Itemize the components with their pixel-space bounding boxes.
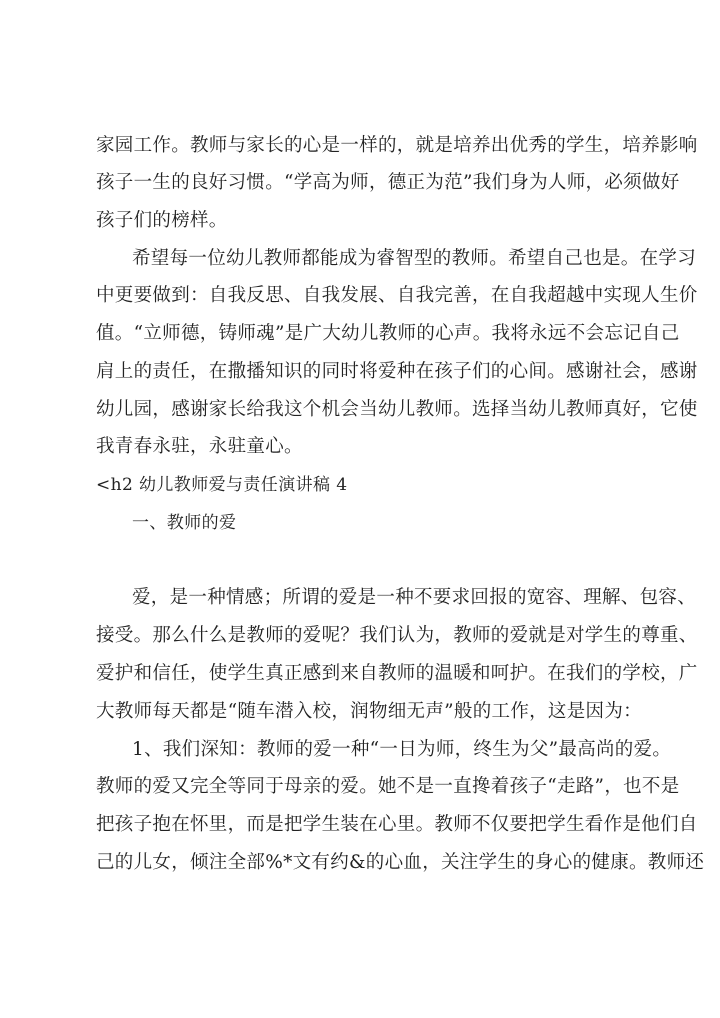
section-heading: <h2 幼儿教师爱与责任演讲稿 4 — [96, 475, 348, 495]
paragraph-line: 爱，是一种情感；所谓的爱是一种不要求回报的宽容、理解、包容、 — [132, 587, 697, 608]
paragraph-line: 中更要做到：自我反思、自我发展、自我完善，在自我超越中实现人生价 — [96, 285, 698, 306]
paragraph-line: 教师的爱又完全等同于母亲的爱。她不是一直搀着孩子“走路”，也不是 — [96, 776, 680, 797]
paragraph-line: 接受。那么什么是教师的爱呢？我们认为，教师的爱就是对学生的尊重、 — [96, 625, 698, 646]
paragraph-line: 值。“立师德，铸师魂”是广大幼儿教师的心声。我将永远不会忘记自己 — [96, 323, 680, 344]
paragraph-line: 孩子一生的良好习惯。“学高为师，德正为范”我们身为人师，必须做好 — [96, 172, 680, 193]
paragraph-line: 希望每一位幼儿教师都能成为睿智型的教师。希望自己也是。在学习 — [132, 248, 697, 269]
paragraph-line: 幼儿园，感谢家长给我这个机会当幼儿教师。选择当幼儿教师真好，它使 — [96, 399, 698, 420]
paragraph-line: 1、我们深知：教师的爱一种“一日为师，终生为父”最高尚的爱。 — [132, 739, 672, 760]
section-title: 一、教师的爱 — [132, 513, 237, 533]
paragraph-line: 孩子们的榜样。 — [96, 210, 228, 231]
paragraph-line: 我青春永驻，永驻童心。 — [96, 436, 303, 457]
paragraph-line: 己的儿女，倾注全部%*文有约&的心血，关注学生的身心的健康。教师还 — [96, 852, 705, 873]
paragraph-line: 家园工作。教师与家长的心是一样的，就是培养出优秀的学生，培养影响 — [96, 135, 698, 156]
paragraph-line: 把孩子抱在怀里，而是把学生装在心里。教师不仅要把学生看作是他们自 — [96, 814, 698, 835]
paragraph-line: 肩上的责任，在撒播知识的同时将爱种在孩子们的心间。感谢社会，感谢 — [96, 361, 698, 382]
paragraph-line: 大教师每天都是“随车潜入校，润物细无声”般的工作，这是因为： — [96, 701, 642, 722]
paragraph-line: 爱护和信任，使学生真正感到来自教师的温暖和呵护。在我们的学校，广 — [96, 663, 698, 684]
